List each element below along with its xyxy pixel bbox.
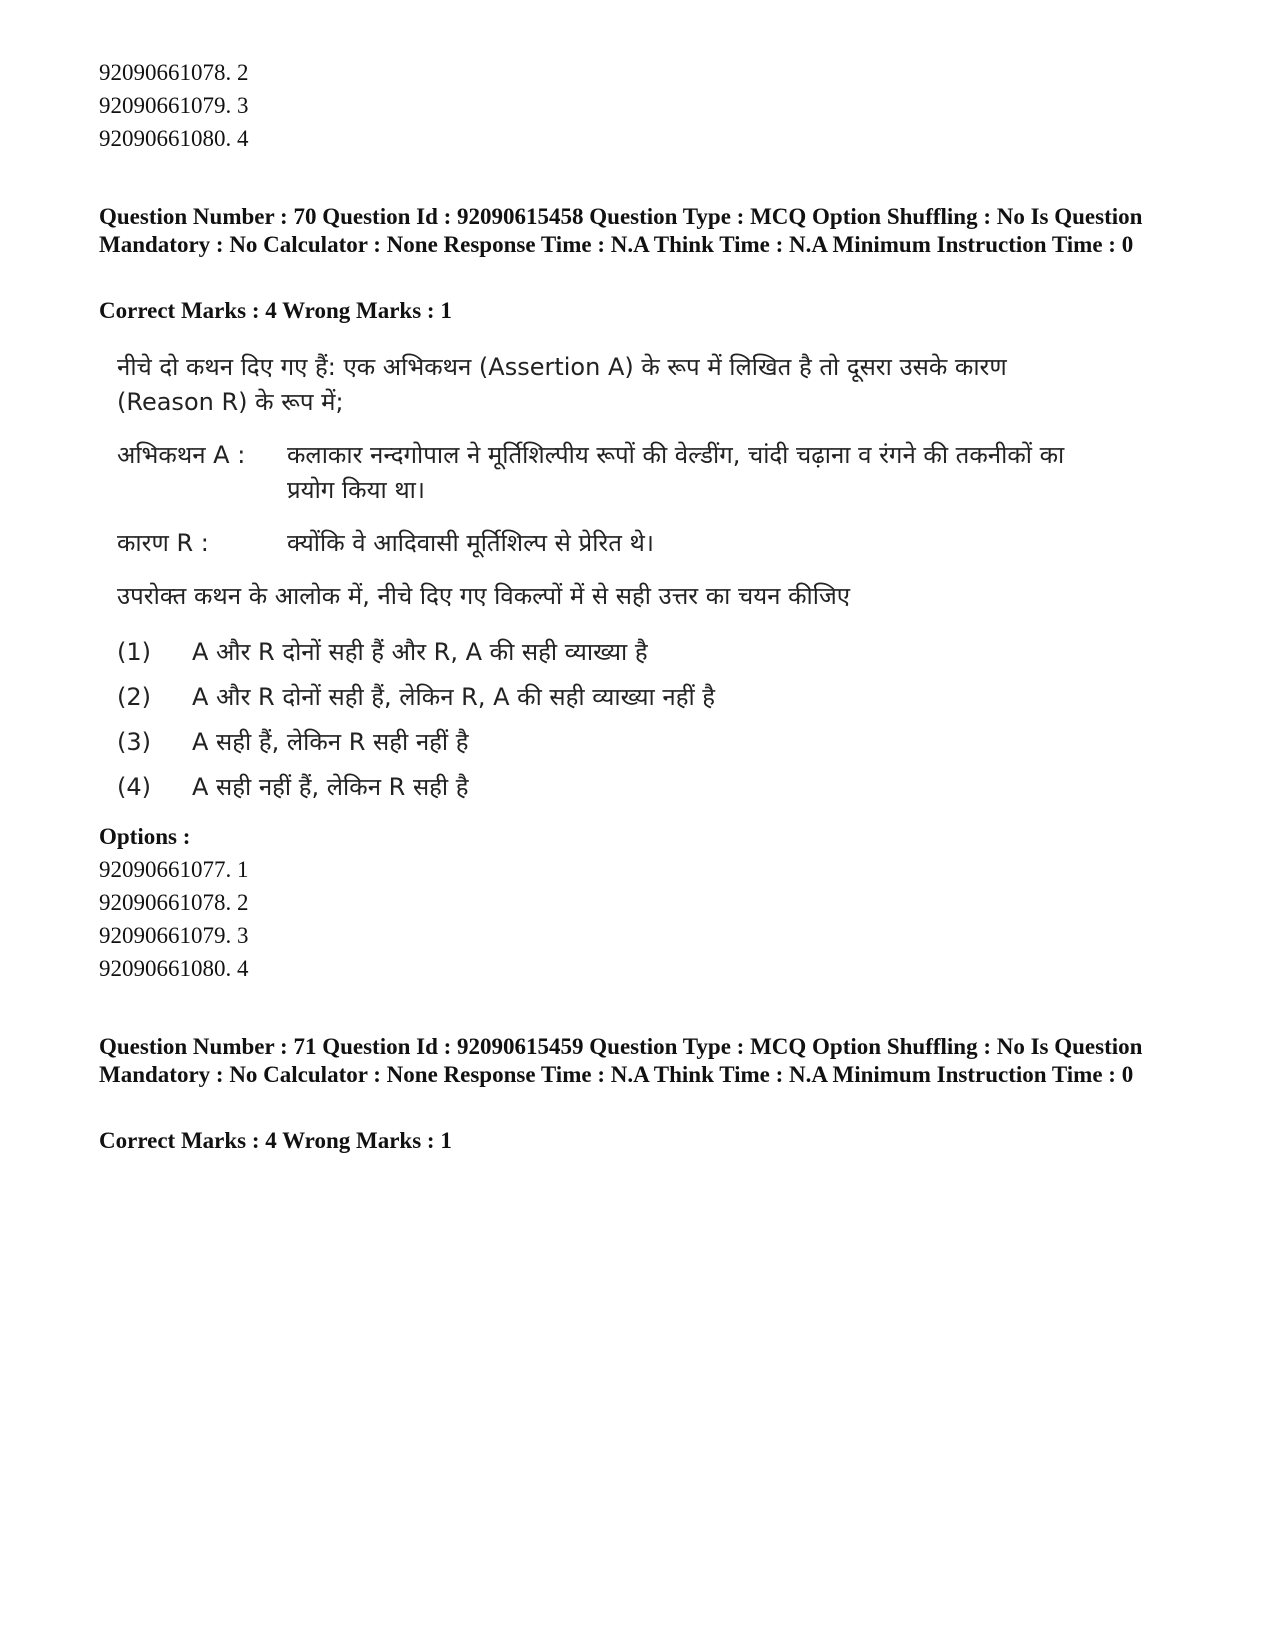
option-line: 92090661080. 4 (99, 126, 249, 151)
choice-text: A और R दोनों सही हैं और R, A की सही व्याख्या है (192, 638, 648, 666)
assertion-row (117, 438, 1137, 508)
choice-item (117, 765, 1137, 810)
reason-text: क्योंकि वे आदिवासी मूर्तिशिल्प से प्रेरित थे। (287, 529, 654, 557)
option-line: 92090661079. 3 (99, 923, 249, 948)
choice-number: (3) (117, 728, 151, 756)
question-70-options-list (99, 853, 249, 985)
options-heading: Options : (99, 824, 191, 849)
choice-item (117, 675, 1137, 720)
choice-text: A और R दोनों सही हैं, लेकिन R, A की सही व्याख्या नहीं है (192, 683, 716, 711)
question-intro: नीचे दो कथन दिए गए हैं: एक अभिकथन (Assertion A) के रूप में लिखित है तो दूसरा उसके कारण (Reason R) के रूप में; (117, 353, 1007, 416)
choice-number: (4) (117, 773, 151, 801)
choice-text: A सही नहीं हैं, लेकिन R सही है (192, 773, 469, 801)
assertion-text: कलाकार नन्दगोपाल ने मूर्तिशिल्पीय रूपों की वेल्डींग, चांदी चढ़ाना व रंगने की तकनीकों का प्रयोग किया था। (287, 441, 1065, 504)
choice-list (117, 630, 1137, 810)
choice-number: (2) (117, 683, 151, 711)
question-70-body (117, 350, 1137, 810)
choice-item (117, 720, 1137, 765)
option-line: 92090661078. 2 (99, 60, 249, 85)
previous-options-list (99, 56, 249, 155)
question-71-meta: Question Number : 71 Question Id : 92090615459 Question Type : MCQ Option Shuffling : No Is Question Mandatory : No Calculator : None Response Time : N.A Think Time : N.A Minimum Instruction Time : 0 (99, 1034, 1143, 1087)
question-70-marks: Correct Marks : 4 Wrong Marks : 1 (99, 298, 452, 323)
choice-item (117, 630, 1137, 675)
option-line: 92090661080. 4 (99, 956, 249, 981)
question-71-marks: Correct Marks : 4 Wrong Marks : 1 (99, 1128, 452, 1153)
option-line: 92090661079. 3 (99, 93, 249, 118)
choice-text: A सही हैं, लेकिन R सही नहीं है (192, 728, 469, 756)
option-line: 92090661078. 2 (99, 890, 249, 915)
question-70-meta: Question Number : 70 Question Id : 92090615458 Question Type : MCQ Option Shuffling : No Is Question Mandatory : No Calculator : None Response Time : N.A Think Time : N.A Minimum Instruction Time : 0 (99, 204, 1143, 257)
question-instruction: उपरोक्त कथन के आलोक में, नीचे दिए गए विकल्पों में से सही उत्तर का चयन कीजिए (117, 582, 851, 610)
option-line: 92090661077. 1 (99, 857, 249, 882)
reason-label: कारण R : (117, 529, 209, 557)
reason-row (117, 526, 1137, 561)
assertion-label: अभिकथन A : (117, 441, 246, 469)
choice-number: (1) (117, 638, 151, 666)
